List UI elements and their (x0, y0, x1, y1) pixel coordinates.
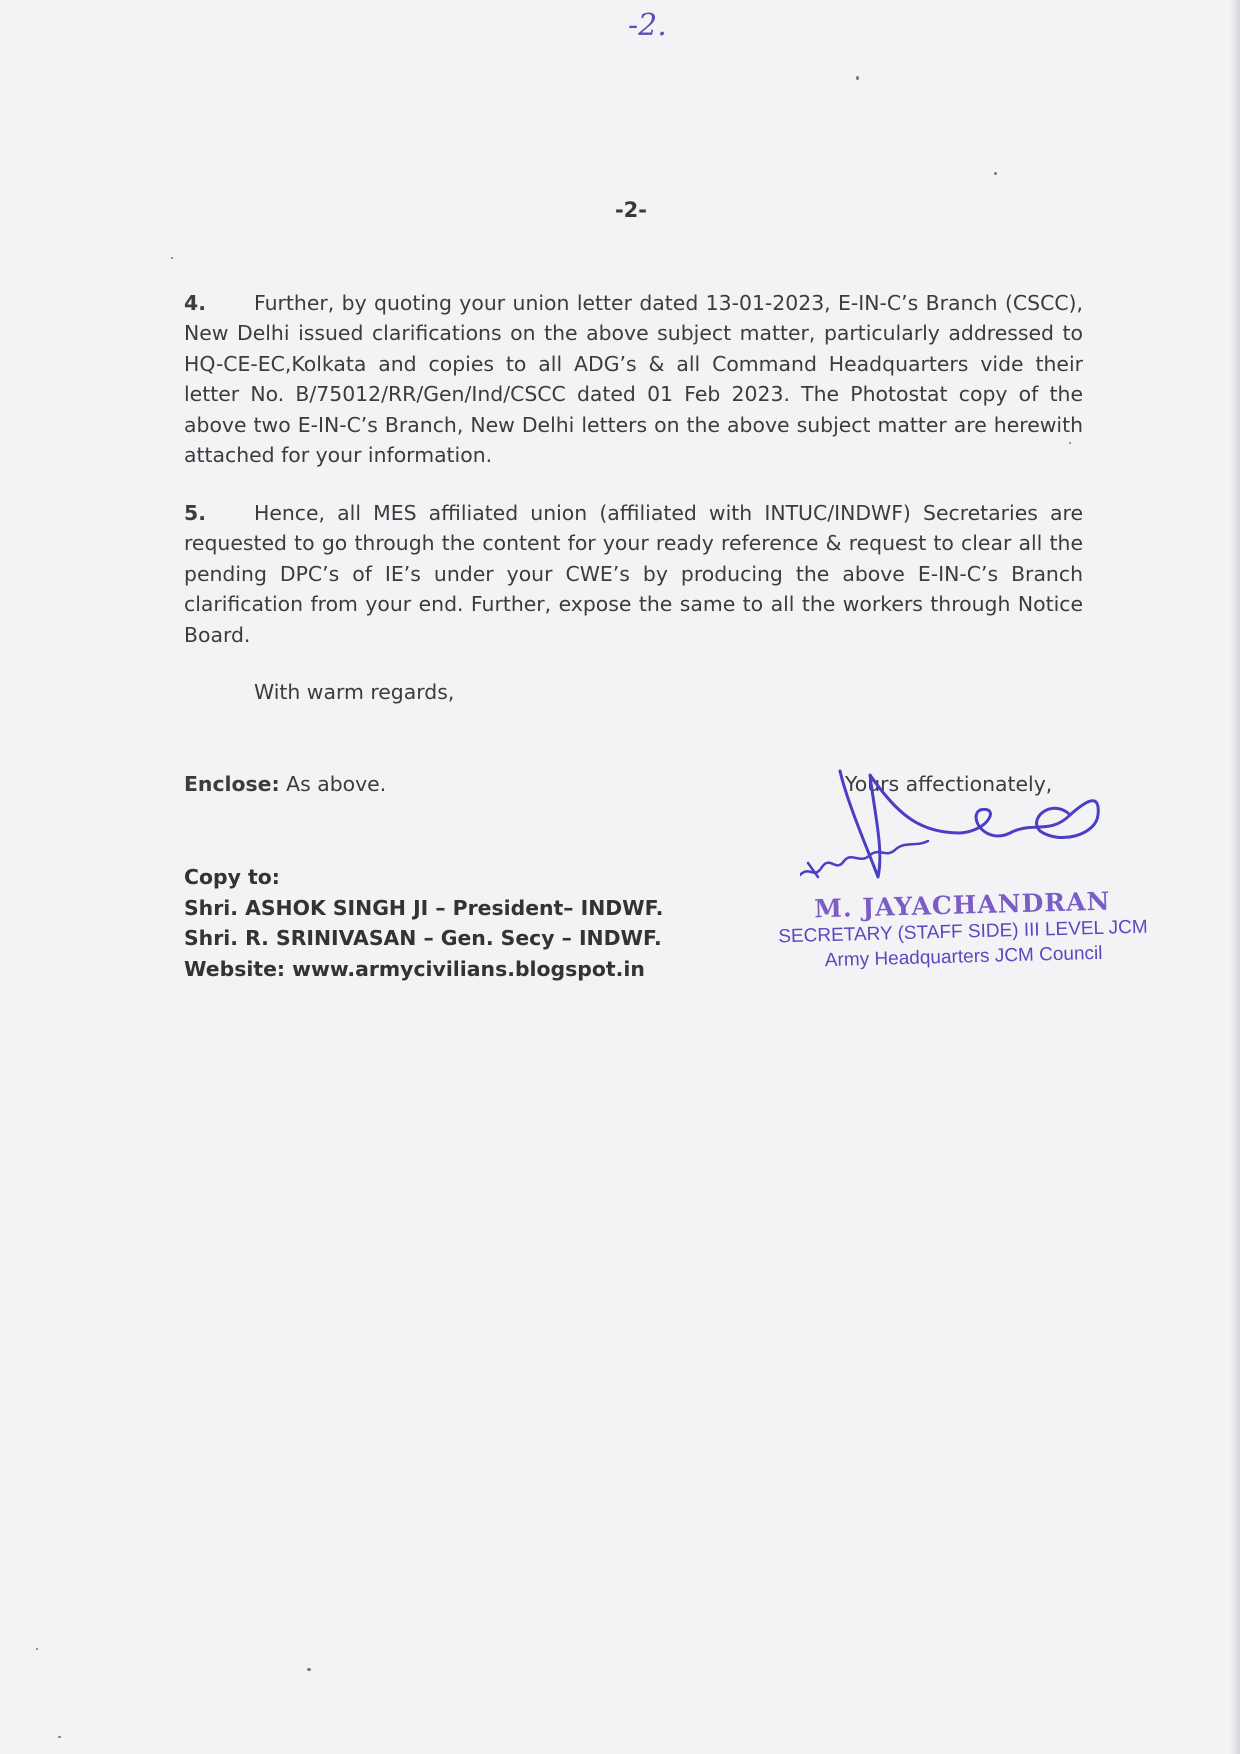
paragraph-number: 5. (184, 501, 206, 525)
scan-speck (994, 172, 997, 175)
website-line: Website: www.armycivilians.blogspot.in (184, 956, 645, 981)
page-number: -2- (614, 198, 648, 222)
paragraph-text: Further, by quoting your union letter dated 13-01-2023, E-IN-C’s Branch (CSCC), New Delhi issued clarifications on the above subject matter, particularly addressed to HQ-CE-EC,Kolkata and copies to all ADG’s & all Command Headquarters vide their letter No. B/75012/RR/Gen/Ind/CSCC dated 01 Feb 2023. The Photostat copy of the above two E-IN-C’s Branch, New Delhi letters on the above subject matter are herewith attached for your information. (184, 291, 1083, 468)
paragraph-number: 4. (184, 291, 206, 315)
enclosure-line (184, 772, 386, 796)
stamp-designation: SECRETARY (STAFF SIDE) III LEVEL JCM (778, 916, 1148, 948)
handwritten-page-mark: -2. (628, 8, 667, 43)
scan-speck (856, 76, 859, 80)
paragraph-5 (184, 498, 1083, 650)
paragraph-4 (184, 288, 1083, 470)
scan-speck (36, 1648, 38, 1650)
closing-line: Yours affectionately, (845, 772, 1053, 796)
scan-edge-shadow (1230, 0, 1240, 1754)
scan-speck (171, 257, 173, 259)
enclosure-value: As above. (286, 772, 387, 796)
official-stamp (752, 885, 1174, 975)
stamp-organization: Army Headquarters JCM Council (824, 942, 1103, 972)
enclosure-label: Enclose: (184, 772, 280, 796)
regards-line: With warm regards, (254, 680, 455, 704)
copy-to-block (184, 862, 663, 984)
scan-speck (58, 1736, 61, 1738)
stamp-name: M. JAYACHANDRAN (813, 886, 1111, 924)
scan-speck (1069, 442, 1071, 444)
paragraph-text: Hence, all MES affiliated union (affiliated with INTUC/INDWF) Secretaries are requested to go through the content for your ready reference & request to clear all the pending DPC’s of IE’s under your CWE’s by producing the above E-IN-C’s Branch clarification from your end. Further, expose the same to all the workers through Notice Board. (184, 501, 1083, 647)
copy-to-label: Copy to: (184, 865, 280, 889)
copy-to-line: Shri. R. SRINIVASAN – Gen. Secy – INDWF. (184, 926, 662, 950)
scan-speck (307, 1668, 311, 1671)
handwritten-signature (800, 755, 1120, 905)
copy-to-line: Shri. ASHOK SINGH JI – President– INDWF. (184, 895, 664, 920)
